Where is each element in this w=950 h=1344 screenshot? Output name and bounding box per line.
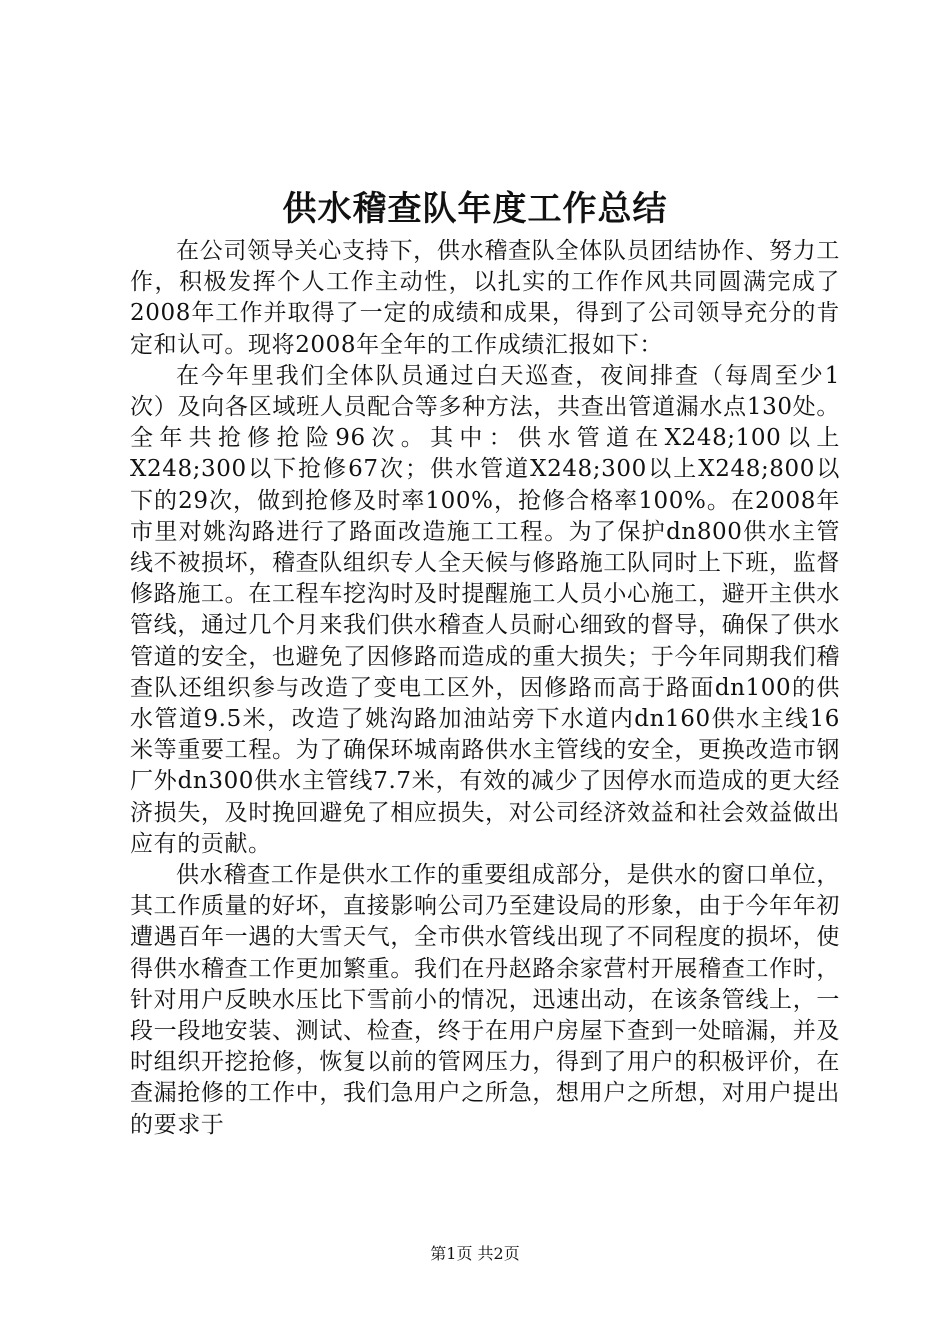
document-title: 供水稽查队年度工作总结 — [282, 189, 668, 229]
page-footer: 第1页 共2页 — [430, 1244, 520, 1263]
document-body — [130, 236, 840, 1141]
paragraph-inspection-work: 供水稽查工作是供水工作的重要组成部分，是供水的窗口单位，其工作质量的好坏，直接影响公司乃至建设局的形象，由于今年年初遭遇百年一遇的大雪天气，全市供水管线出现了不同程度的损坏，使得供水稽查工作更加繁重。我们在丹赵路余家营村开展稽查工作时，针对用户反映水压比下雪前小的情况，迅速出动，在该条管线上，一段一段地安装、测试、检查，终于在用户房屋下查到一处暗漏，并及时组织开挖抢修，恢复以前的管网压力，得到了用户的积极评价，在查漏抢修的工作中，我们急用户之所急，想用户之所想，对用户提出的要求于 — [130, 862, 840, 1138]
paragraph-intro: 在公司领导关心支持下，供水稽查队全体队员团结协作、努力工作，积极发挥个人工作主动性，以扎实的工作作风共同圆满完成了2008年工作并取得了一定的成绩和成果，得到了公司领导充分的肯定和认可。现将2008年全年的工作成绩汇报如下： — [130, 238, 840, 358]
paragraph-repair-work: 在今年里我们全体队员通过白天巡查，夜间排查（每周至少1次）及向各区域班人员配合等多种方法，共查出管道漏水点130处。全年共抢修抢险96次。其中：供水管道在X248;100以上X248;300以下抢修67次；供水管道X248;300以上X248;800以下的29次，做到抢修及时率100%，抢修合格率100%。在2008年市里对姚沟路进行了路面改造施工工程。为了保护dn800供水主管线不被损坏，稽查队组织专人全天候与修路施工队同时上下班，监督修路施工。在工程车挖沟时及时提醒施工人员小心施工，避开主供水管线，通过几个月来我们供水稽查人员耐心细致的督导，确保了供水管道的安全，也避免了因修路而造成的重大损失；于今年同期我们稽查队还组织参与改造了变电工区外，因修路而高于路面dn100的供水管道9.5米，改造了姚沟路加油站旁下水道内dn160供水主线16米等重要工程。为了确保环城南路供水主管线的安全，更换改造市钢厂外dn300供水主管线7.7米，有效的减少了因停水而造成的更大经济损失，及时挽回避免了相应损失，对公司经济效益和社会效益做出应有的贡献。 — [130, 362, 840, 857]
